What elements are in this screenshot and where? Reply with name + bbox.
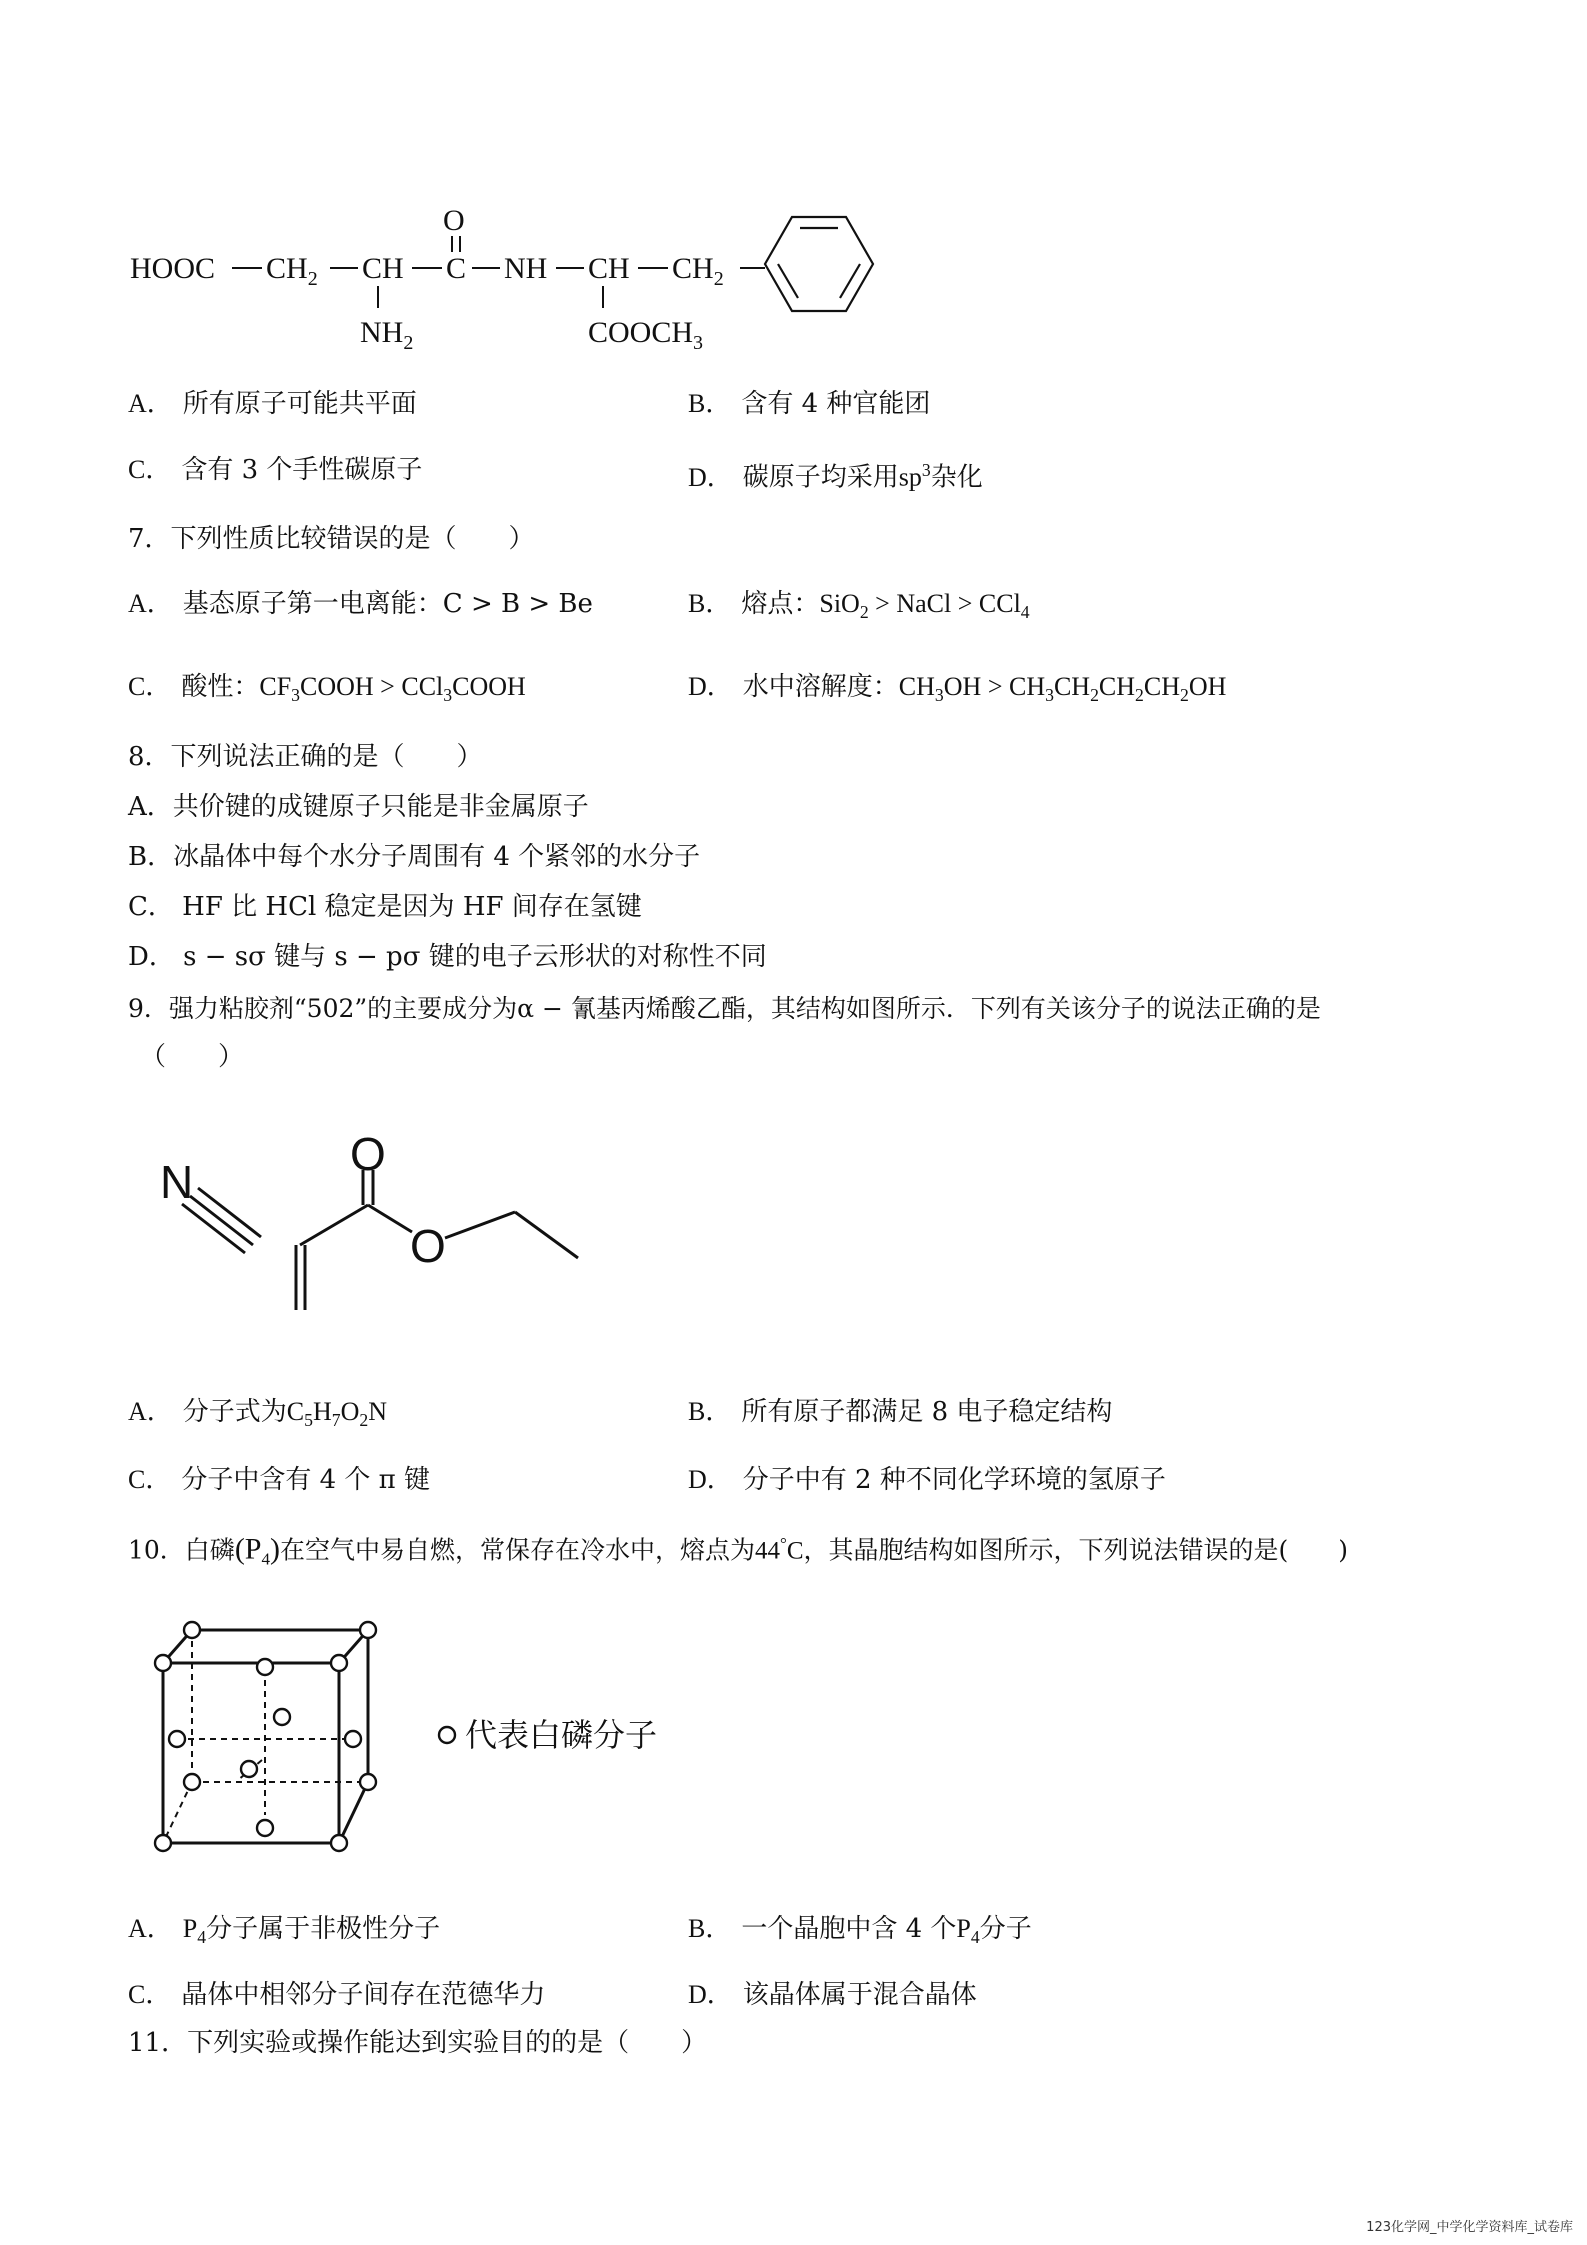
legend-label: 代表白磷分子 xyxy=(465,1716,658,1754)
q10-option-c[interactable]: C． 晶体中相邻分子间存在范德华力 xyxy=(128,1980,546,2010)
q6-option-d[interactable]: D． 碳原子均采用$sp^3$杂化 xyxy=(688,460,983,493)
q11-stem: 11．下列实验或操作能达到实验目的的是（ ） xyxy=(128,2028,708,2058)
q7-option-a[interactable]: A． 基态原子第一电离能：C > B > Be xyxy=(128,589,593,619)
q7-option-c[interactable]: C． 酸性：$CF_3COOH$ > CCl$_3$COOH xyxy=(128,672,526,706)
label-o-carbonyl: O xyxy=(350,1128,386,1180)
label-ch-beta: CH xyxy=(588,252,630,285)
label-ch-alpha: CH xyxy=(362,252,404,285)
svg-text:CH2: $CH_2$ xyxy=(672,252,724,290)
svg-text:NH2: $NH_2$ xyxy=(360,316,414,354)
label-hooc: HOOC xyxy=(130,252,216,285)
q7-option-b[interactable]: B． 熔点：SiO$_2$ > NaCl > CCl$_4$ xyxy=(688,589,1030,623)
q10-option-d[interactable]: D． 该晶体属于混合晶体 xyxy=(688,1980,977,2010)
q10-stem: 10．白磷$(P_4)$在空气中易自燃，常保存在冷水中，熔点为44°C，其晶胞结构如图所示，下列说法错误的是( ) xyxy=(128,1532,1349,1569)
q9-option-b[interactable]: B． 所有原子都满足 8 电子稳定结构 xyxy=(688,1397,1113,1427)
q10-option-a[interactable]: A． $P_4$分子属于非极性分子 xyxy=(128,1914,441,1948)
label-n: N xyxy=(160,1156,194,1208)
q9-option-d[interactable]: D． 分子中有 2 种不同化学环境的氢原子 xyxy=(688,1465,1166,1495)
label-carbonyl-c: C xyxy=(446,252,467,285)
page-footer: 123化学网_中学化学资料库_试卷库 xyxy=(1366,2220,1573,2235)
q9-option-a[interactable]: A． 分子式为$C_5H_7O_2N$ xyxy=(128,1397,388,1431)
q9-stem-paren: （ ） xyxy=(140,1042,245,1072)
q6-option-a[interactable]: A． 所有原子可能共平面 xyxy=(128,389,417,419)
q7-option-d[interactable]: D． 水中溶解度：$CH_3OH > CH_3CH_2CH_2CH_2OH$ xyxy=(688,672,1227,706)
q8-option-d[interactable]: D． s − sσ 键与 s − pσ 键的电子云形状的对称性不同 xyxy=(128,942,767,972)
q10-option-b[interactable]: B． 一个晶胞中含 4 个$P_4$分子 xyxy=(688,1914,1032,1948)
label-o-ester: O xyxy=(410,1220,446,1272)
q8-option-c[interactable]: C． HF 比 HCl 稳定是因为 HF 间存在氢键 xyxy=(128,892,642,922)
q9-option-c[interactable]: C． 分子中含有 4 个 π 键 xyxy=(128,1465,431,1495)
q9-stem: 9．强力粘胶剂“502”的主要成分为α − 氰基丙烯酸乙酯，其结构如图所示．下列有关该分子的说法正确的是 xyxy=(128,994,1321,1023)
q8-option-b[interactable]: B．冰晶体中每个水分子周围有 4 个紧邻的水分子 xyxy=(128,842,701,872)
svg-text:COOCH3: $COOCH_3$ xyxy=(588,316,704,354)
label-nh: NH xyxy=(504,252,548,285)
svg-text:CH2: $CH_2$ xyxy=(266,252,318,290)
q6-option-b[interactable]: B． 含有 4 种官能团 xyxy=(688,389,931,419)
q8-stem: 8．下列说法正确的是（ ） xyxy=(128,742,483,772)
label-carbonyl-o: O xyxy=(443,204,465,237)
legend-circle-icon xyxy=(439,1727,455,1743)
q8-option-a[interactable]: A．共价键的成键原子只能是非金属原子 xyxy=(128,792,589,822)
q7-stem: 7．下列性质比较错误的是（ ） xyxy=(128,524,535,554)
q6-option-c[interactable]: C． 含有 3 个手性碳原子 xyxy=(128,455,423,485)
